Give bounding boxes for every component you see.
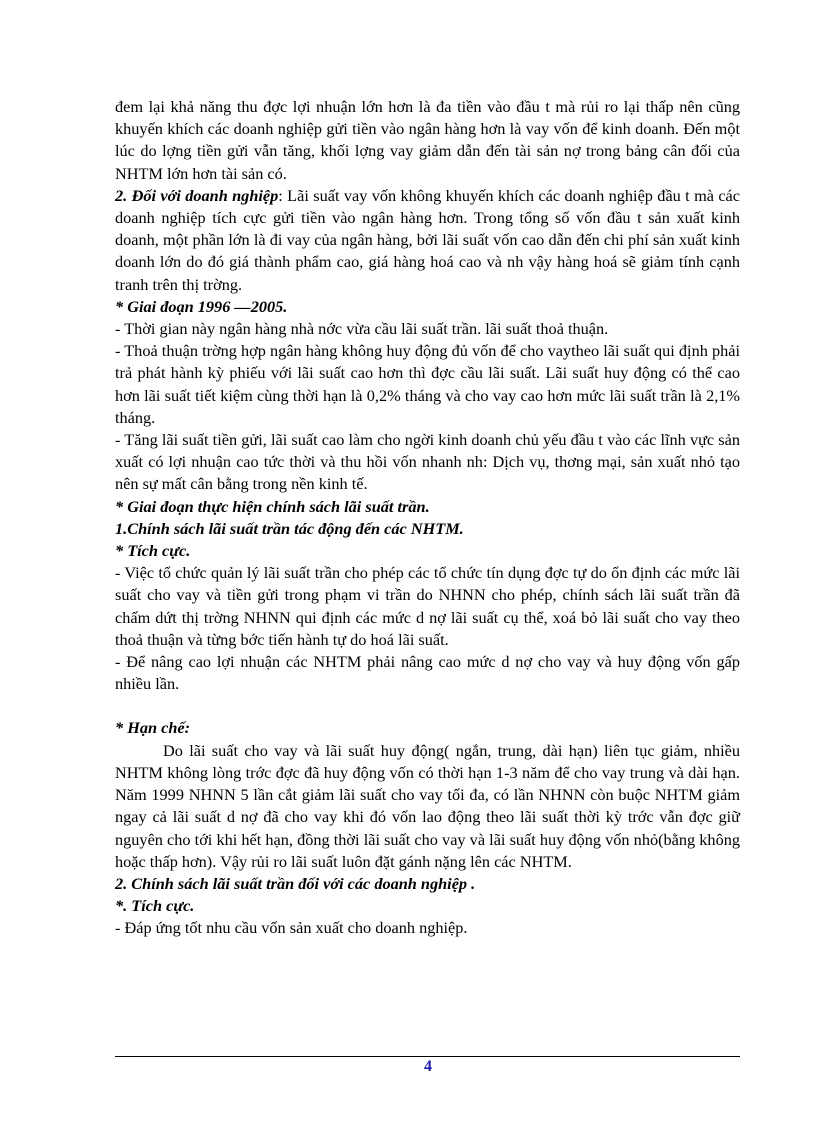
paragraph: - Thời gian này ngân hàng nhà nớc vừa cầu lãi suất trần. lãi suất thoả thuận.: [115, 319, 609, 339]
paragraph-text: : Lãi suất vay vốn không khuyến khích các doanh nghiệp đầu t mà các doanh nghiệp tích cực gửi tiền vào ngân hàng hơn. Trong tổng số vốn đầu t sản xuất kinh doanh, một phần lớn là đi vay của ngân hàng, bởi lãi suất vốn cao dẫn đến chi phí sản xuất kinh doanh lớn do đó giá thành phẩm cao, giá hàng hoá cao và nh vậy hàng hoá sẽ giảm tính cạnh tranh trên thị trờng.: [115, 185, 741, 294]
paragraph: đem lại khả năng thu đợc lợi nhuận lớn hơn là đa tiền vào đầu t mà rủi ro lại thấp nên cũng khuyến khích các doanh nghiệp gửi tiền vào ngân hàng hơn là vay vốn để kinh doanh. Đến một lúc do lợng tiền gửi vẫn tăng, khối lợng vay giảm dẫn đến tài sản nợ trong bảng cân đối của NHTM lớn hơn tài sản có.: [115, 97, 740, 183]
footer-rule: [115, 1056, 740, 1057]
paragraph-lead: 2. Đối với doanh nghiệp: [115, 185, 279, 205]
section-heading: 2. Chính sách lãi suất trần đối với các doanh nghiệp .: [115, 873, 476, 893]
section-heading: * Tích cực.: [115, 541, 191, 561]
document-body: [115, 96, 740, 940]
paragraph: - Để nâng cao lợi nhuận các NHTM phải nâng cao mức d nợ cho vay và huy động vốn gấp nhiều lần.: [115, 652, 740, 694]
paragraph: - Tăng lãi suất tiền gửi, lãi suất cao làm cho ngời kinh doanh chủ yếu đầu t vào các lĩnh vực sản xuất có lợi nhuận cao tức thời và thu hồi vốn nhanh nh: Dịch vụ, thơng mại, sản xuất nhỏ tạo nên sự mất cân bằng trong nền kinh tế.: [115, 430, 740, 494]
paragraph: Do lãi suất cho vay và lãi suất huy động( ngắn, trung, dài hạn) liên tục giảm, nhiều NHTM không lòng trớc đợc đã huy động vốn có thời hạn 1-3 năm để cho vay trung và dài hạn. Năm 1999 NHNN 5 lần cắt giảm lãi suất cho vay tối đa, có lần NHNN còn buộc NHTM giảm ngay cả lãi suất d nợ đã cho vay khi đó vốn lao động theo lãi suất thời kỳ trớc vẫn đợc giữ nguyên cho tới khi hết hạn, đồng thời lãi suất cho vay và lãi suất huy động vốn nhỏ(bằng không hoặc thấp hơn). Vậy rủi ro lãi suất luôn đặt gánh nặng lên các NHTM.: [115, 740, 740, 871]
section-heading: 1.Chính sách lãi suất trần tác động đến các NHTM.: [115, 518, 464, 538]
page-number: 4: [424, 1058, 432, 1075]
paragraph: - Thoả thuận trờng hợp ngân hàng không huy động đủ vốn để cho vaytheo lãi suất qui định phải trả phát hành kỳ phiếu với lãi suất cao hơn thì đợc cầu lãi suất. Lãi suất huy động có thể cao hơn lãi suất tiết kiệm cùng thời hạn là 0,2% tháng và cho vay cao hơn mức lãi suất trần là 2,1% tháng.: [115, 341, 740, 427]
blank-line: [115, 695, 740, 717]
section-heading: *. Tích cực.: [115, 896, 195, 916]
paragraph-with-lead: [115, 185, 740, 296]
section-heading: * Hạn chế:: [115, 718, 191, 738]
paragraph: - Đáp ứng tốt nhu cầu vốn sản xuất cho doanh nghiệp.: [115, 918, 468, 938]
paragraph: - Việc tổ chức quản lý lãi suất trần cho phép các tổ chức tín dụng đợc tự do ổn định các mức lãi suất cho vay và tiền gửi trong phạm vi trần do NHNN cho phép, chính sách lãi suất trần đã chấm dứt thị trờng NHNN qui định các mức d nợ lãi suất cụ thể, xoá bỏ lãi suất cho vay theo thoả thuận và từng bớc tiến hành tự do hoá lãi suất.: [115, 563, 740, 649]
section-heading: * Giai đoạn thực hiện chính sách lãi suất trần.: [115, 496, 430, 516]
section-heading: * Giai đoạn 1996 —2005.: [115, 296, 288, 316]
